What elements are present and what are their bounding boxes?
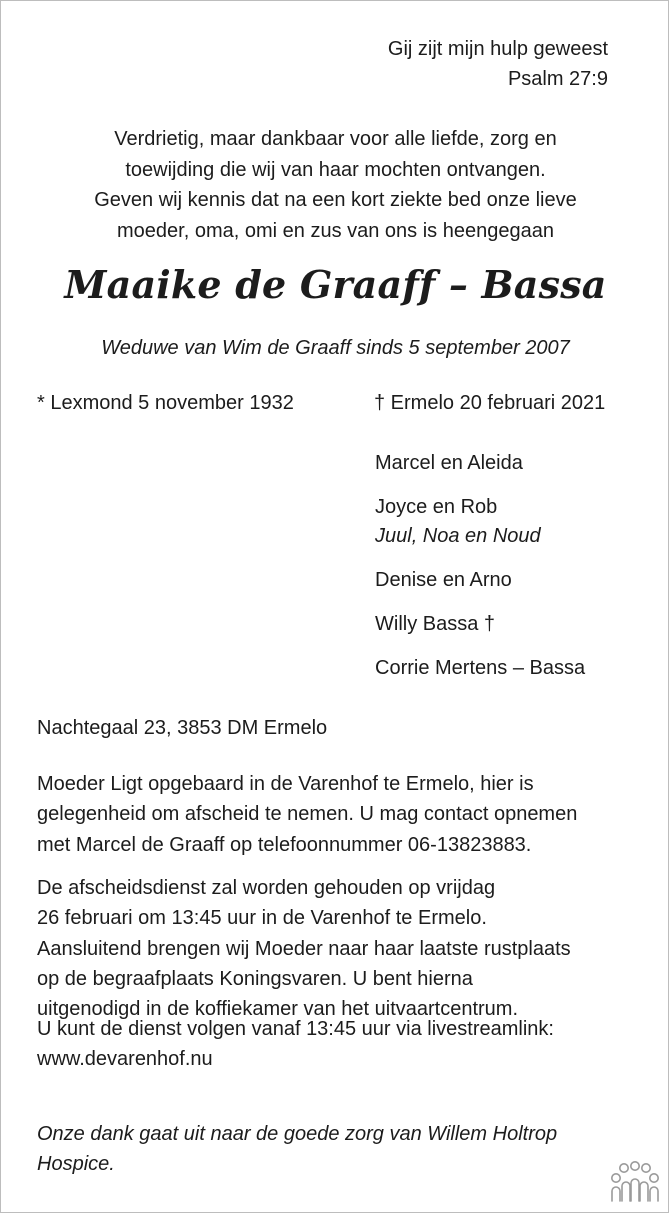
intro-line: Geven wij kennis dat na een kort ziekte bed onze lieve (94, 189, 577, 211)
people-group-icon (609, 1161, 661, 1203)
death-info: † Ermelo 20 februari 2021 (374, 392, 606, 414)
address: Nachtegaal 23, 3853 DM Ermelo (37, 717, 328, 739)
widow-line: Weduwe van Wim de Graaff sinds 5 september 2007 (101, 337, 570, 359)
text-line: met Marcel de Graaff op telefoonnummer 06-13823883. (37, 833, 532, 856)
text-line: Hospice. (37, 1153, 115, 1176)
deceased-name: Maaike de Graaff – Bassa (64, 262, 607, 307)
livestream-link: www.devarenhof.nu (37, 1048, 213, 1071)
text-line: Aansluitend brengen wij Moeder naar haar laatste rustplaats (37, 937, 571, 960)
verse-motto: Gij zijt mijn hulp geweest (387, 38, 608, 60)
intro-line: toewijding die wij van haar mochten ontvangen. (125, 158, 546, 181)
text-line: gelegenheid om afscheid te nemen. U mag contact opnemen (37, 803, 578, 826)
text-line: uitgenodigd in de koffiekamer van het uitvaartcentrum. (37, 998, 519, 1021)
text-line: Moeder Ligt opgebaard in de Varenhof te Ermelo, hier is (37, 773, 534, 795)
service-text (37, 873, 571, 1024)
family-member: Marcel en Aleida (375, 452, 523, 474)
family-member: Corrie Mertens – Bassa (375, 657, 586, 679)
text-line: U kunt de dienst volgen vanaf 13:45 uur via livestreamlink: (37, 1018, 554, 1040)
text-line: Onze dank gaat uit naar de goede zorg van Willem Holtrop (37, 1123, 558, 1145)
family-member: Joyce en Rob (375, 496, 498, 518)
birth-info: * Lexmond 5 november 1932 (37, 392, 294, 414)
text-line: De afscheidsdienst zal worden gehouden op vrijdag (37, 877, 496, 899)
family-member: Willy Bassa † (375, 613, 496, 635)
text-line: op de begraafplaats Koningsvaren. U bent hierna (37, 967, 473, 990)
text-line: 26 februari om 13:45 uur in de Varenhof te Ermelo. (37, 907, 487, 930)
family-member: Denise en Arno (375, 569, 512, 591)
thanks-text (37, 1119, 557, 1180)
livestream-text (37, 1014, 554, 1075)
visitation-text (37, 769, 577, 860)
intro-text (1, 124, 669, 246)
grandchildren: Juul, Noa en Noud (375, 525, 541, 547)
verse-reference: Psalm 27:9 (507, 68, 608, 90)
intro-line: moeder, oma, omi en zus van ons is heengegaan (117, 219, 554, 242)
intro-line: Verdrietig, maar dankbaar voor alle liefde, zorg en (114, 128, 557, 150)
